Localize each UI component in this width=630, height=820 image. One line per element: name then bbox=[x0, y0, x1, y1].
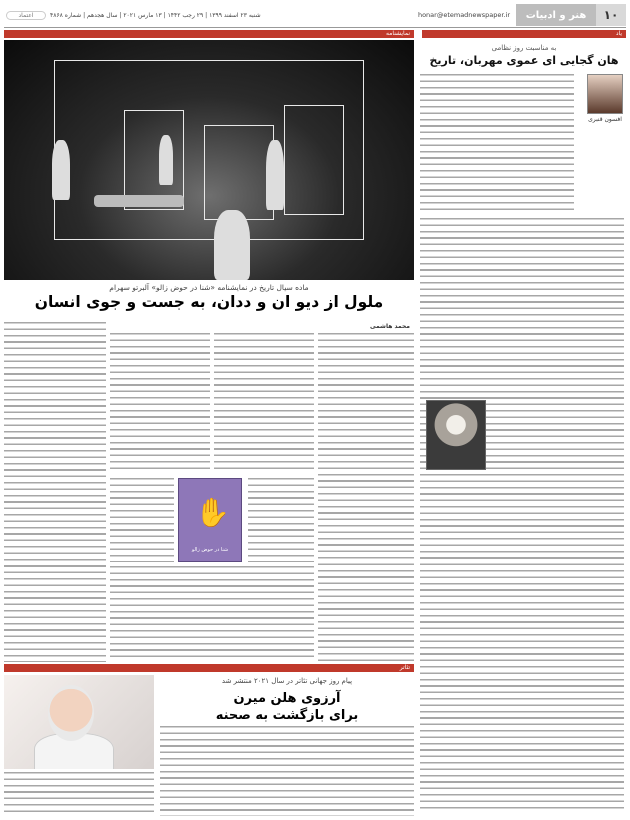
right-column-kicker: به مناسبت روز نظامی bbox=[491, 44, 557, 52]
historian-portrait bbox=[426, 400, 486, 470]
main-body-column-3 bbox=[110, 333, 210, 473]
header-date: شنبه ۲۳ اسفند ۱۳۹۹ | ۲۹ رجب ۱۴۴۲ | ۱۳ مارس ۲۰۲۱ | سال هجدهم | شماره ۴۸۶۸ bbox=[50, 11, 261, 19]
page-header bbox=[4, 4, 626, 26]
bottom-article-headline bbox=[160, 690, 414, 724]
main-body-column-6 bbox=[248, 478, 314, 562]
newspaper-logo: اعتماد bbox=[6, 11, 46, 20]
hand-print-icon: ✋ bbox=[195, 496, 230, 529]
main-article-author: محمد هاشمی bbox=[369, 323, 410, 330]
main-body-column-7 bbox=[110, 478, 174, 562]
stage-cube-frame bbox=[204, 125, 274, 220]
author-name: افسون قنبری bbox=[588, 116, 622, 123]
page-number: ۱۰ bbox=[596, 4, 626, 26]
stage-cube-frame bbox=[284, 105, 344, 215]
bottom-headline-line-2: برای بازگشت به صحنه bbox=[215, 708, 359, 723]
right-column-tag: یاد bbox=[422, 30, 626, 38]
header-email[interactable]: honar@etemadnewspaper.ir bbox=[417, 11, 510, 19]
bottom-headline-line-1: آرزوی هلن میرن bbox=[233, 691, 341, 706]
photo-face bbox=[48, 685, 94, 741]
main-article-tag: نمایشنامه bbox=[4, 30, 414, 38]
bottom-body-text bbox=[160, 726, 414, 816]
bottom-article-tag: تئاتر bbox=[4, 664, 414, 672]
header-rule bbox=[4, 27, 626, 28]
stage-bed bbox=[94, 195, 184, 207]
author-box bbox=[584, 74, 626, 123]
actor-figure bbox=[266, 140, 284, 210]
actor-figure bbox=[159, 135, 173, 185]
main-article-kicker: ماده سیال تاریخ در نمایشنامه «شنا در حوض زالو» آلبرتو سهرام bbox=[109, 283, 309, 292]
bottom-body-text-left bbox=[4, 772, 154, 816]
bottom-article-kicker: پیام روز جهانی تئاتر در سال ۲۰۲۱ منتشر شد bbox=[221, 677, 353, 685]
main-body-column-4 bbox=[4, 322, 106, 662]
right-body-text-intro bbox=[420, 74, 574, 214]
author-photo bbox=[587, 74, 623, 114]
book-title: شنا در حوض زالو bbox=[191, 547, 229, 553]
section-title: هنر و ادبیات bbox=[516, 4, 596, 26]
main-body-column-2 bbox=[214, 333, 314, 473]
main-body-column-5 bbox=[110, 566, 314, 662]
main-article-headline: ملول از دیو ان و ددان، به جست و جوی انسان bbox=[34, 293, 384, 311]
right-body-text bbox=[420, 218, 624, 812]
actor-figure bbox=[52, 140, 70, 200]
stage-photo bbox=[4, 40, 414, 280]
right-column-headline: هان گجایی ای عموی مهربان، تاریخ bbox=[429, 54, 619, 67]
actor-figure bbox=[214, 210, 250, 280]
helen-mirren-photo bbox=[4, 675, 154, 769]
main-body-column-1 bbox=[318, 333, 414, 661]
book-cover bbox=[178, 478, 242, 562]
